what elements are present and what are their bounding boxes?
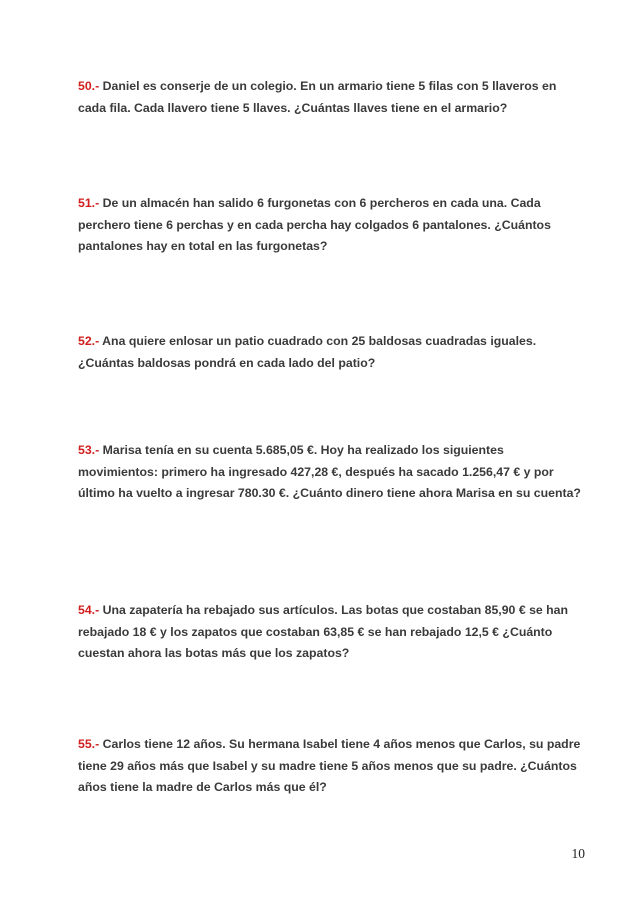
problem-number: 55.- — [78, 737, 100, 751]
problem-55 — [78, 734, 583, 799]
problem-number: 52.- — [78, 334, 100, 348]
problem-number: 53.- — [78, 443, 100, 457]
problem-50 — [78, 76, 583, 119]
problem-text: Marisa tenía en su cuenta 5.685,05 €. Hoy ha realizado los siguientes movimientos: primero ha ingresado 427,28 €, después ha sacado 1.256,47 € y por último ha vuelto a ingresar 780.30 €. ¿Cuánto dinero tiene ahora Marisa en su cuenta? — [78, 443, 581, 500]
problem-number: 54.- — [78, 603, 100, 617]
problem-number: 51.- — [78, 196, 100, 210]
problem-51 — [78, 193, 583, 258]
problem-text: Ana quiere enlosar un patio cuadrado con 25 baldosas cuadradas iguales. ¿Cuántas baldosas pondrá en cada lado del patio? — [78, 334, 537, 370]
problem-53 — [78, 440, 583, 505]
problem-text: Carlos tiene 12 años. Su hermana Isabel tiene 4 años menos que Carlos, su padre tiene 29 años más que Isabel y su madre tiene 5 años menos que su padre. ¿Cuántos años tiene la madre de Carlos más que él? — [78, 737, 581, 794]
problem-text: Daniel es conserje de un colegio. En un armario tiene 5 filas con 5 llaveros en cada fila. Cada llavero tiene 5 llaves. ¿Cuántas llaves tiene en el armario? — [78, 79, 557, 115]
problem-54 — [78, 600, 583, 665]
problem-number: 50.- — [78, 79, 100, 93]
problem-text: Una zapatería ha rebajado sus artículos. Las botas que costaban 85,90 € se han rebajado 18 € y los zapatos que costaban 63,85 € se han rebajado 12,5 € ¿Cuánto cuestan ahora las botas más que los zapatos? — [78, 603, 569, 660]
problem-text: De un almacén han salido 6 furgonetas con 6 percheros en cada una. Cada perchero tiene 6 perchas y en cada percha hay colgados 6 pantalones. ¿Cuántos pantalones hay en total en las furgonetas? — [78, 196, 551, 253]
problem-52 — [78, 331, 583, 374]
page-number: 10 — [571, 846, 585, 861]
